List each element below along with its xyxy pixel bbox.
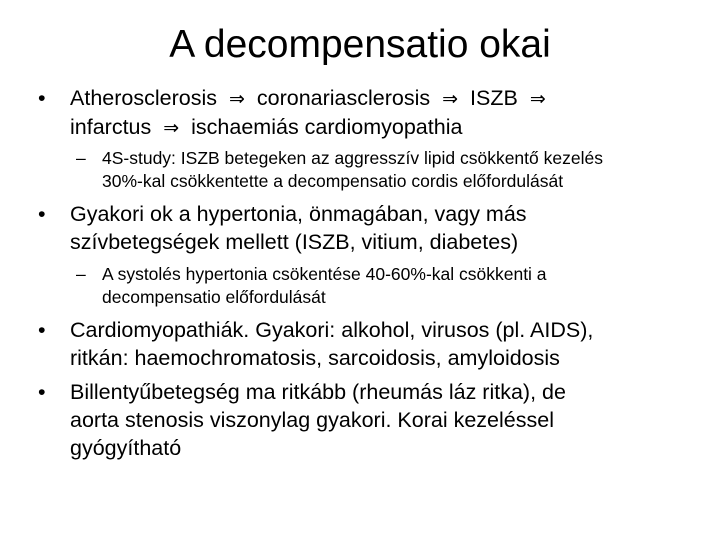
text-line: ritkán: haemochromatosis, sarcoidosis, amyloidosis bbox=[70, 346, 560, 370]
subbullet-4s-study bbox=[76, 147, 706, 193]
term-atherosclerosis: Atherosclerosis bbox=[70, 86, 217, 110]
term-coronariasclerosis: coronariasclerosis bbox=[256, 86, 431, 110]
term-ischaemias-cardiomyopathia: ischaemiás cardiomyopathia bbox=[191, 115, 463, 139]
implies-arrow-icon: ⇒ bbox=[163, 117, 180, 139]
dash-icon: – bbox=[76, 264, 86, 284]
implies-arrow-icon: ⇒ bbox=[529, 88, 546, 110]
text-line: A systolés hypertonia csökentése 40-60%-kal csökkenti a bbox=[102, 264, 547, 284]
text-line: szívbetegségek mellett (ISZB, vitium, diabetes) bbox=[70, 230, 519, 254]
text-line: Gyakori ok a hypertonia, önmagában, vagy más bbox=[70, 202, 527, 226]
bullet-text bbox=[70, 378, 710, 462]
bullet-text bbox=[70, 200, 710, 256]
bullet-text bbox=[70, 316, 710, 372]
dash-icon: – bbox=[76, 148, 86, 168]
bullet-icon: • bbox=[38, 318, 46, 342]
subbullet-text bbox=[102, 147, 706, 193]
subbullet-text bbox=[102, 263, 706, 309]
bullet-icon: • bbox=[38, 86, 46, 110]
text-line: 4S-study: ISZB betegeken az aggresszív lipid csökkentő kezelés bbox=[102, 148, 603, 168]
bullet-hypertonia bbox=[38, 200, 710, 256]
term-iszb: ISZB bbox=[470, 86, 518, 110]
term-infarctus: infarctus bbox=[70, 115, 152, 139]
slide-title: A decompensatio okai bbox=[169, 23, 551, 66]
text-line: gyógyítható bbox=[70, 436, 182, 460]
subbullet-systoles-hypertonia bbox=[76, 263, 706, 309]
text-line: aorta stenosis viszonylag gyakori. Korai kezeléssel bbox=[70, 408, 554, 432]
implies-arrow-icon: ⇒ bbox=[228, 88, 245, 110]
text-line: Billentyűbetegség ma ritkább (rheumás láz ritka), de bbox=[70, 380, 566, 404]
bullet-atherosclerosis bbox=[38, 84, 710, 142]
bullet-icon: • bbox=[38, 202, 46, 226]
bullet-icon: • bbox=[38, 380, 46, 404]
text-line: decompensatio előfordulását bbox=[102, 287, 326, 307]
implies-arrow-icon: ⇒ bbox=[442, 88, 459, 110]
bullet-text bbox=[70, 84, 710, 142]
text-line: Cardiomyopathiák. Gyakori: alkohol, virusos (pl. AIDS), bbox=[70, 318, 594, 342]
bullet-cardiomyopathia bbox=[38, 316, 710, 372]
bullet-billentyubetegseg bbox=[38, 378, 710, 462]
text-line: 30%-kal csökkentette a decompensatio cordis előfordulását bbox=[102, 171, 564, 191]
